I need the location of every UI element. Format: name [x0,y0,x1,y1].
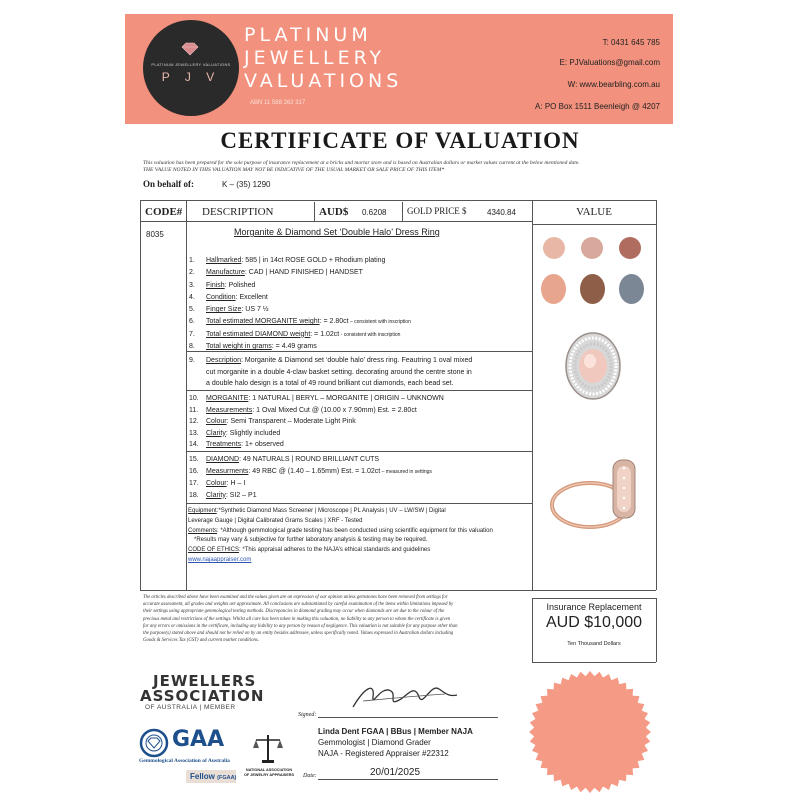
ja-subtitle: OF AUSTRALIA | MEMBER [145,704,236,711]
table-right-rule [656,200,657,590]
section-divider-3 [186,451,532,452]
value-header: VALUE [576,206,612,218]
section-divider-4 [186,503,532,504]
brand-line-3: VALUATIONS [244,70,403,92]
naja-label: NATIONAL ASSOCIATION OF JEWELRY APPRAISERS [243,768,295,777]
date-label: Date: [303,773,317,779]
spec-row: 7. Total estimated DIAMOND weight: = 1.02ct - consistent with inscription [189,330,401,338]
signer-name: Linda Dent FGAA | BBus | Member NAJA [318,727,473,736]
seal-sticker [528,670,652,794]
gemstone-swatch [619,274,644,304]
table-bottom-rule [140,590,656,591]
description-block: 9. Description: Morganite & Diamond set ‘double halo’ dress ring. Feautring 1 oval mixed cut morganite in a double 4-claw basket setting. decorating around the centre stone in a double halo design is a total of 49 round brilliant cut diamonds, each bead set. [189,357,473,387]
gemstone-swatch [541,274,566,304]
aud-rate: 0.6208 [362,208,387,217]
brand-line-1: PLATINUM [244,24,372,46]
item-title: Morganite & Diamond Set ‘Double Halo’ Dress Ring [234,227,440,237]
ring-side-view-photo [545,450,645,540]
spec-row: 5. Finger Size: US 7 ½ [189,306,269,314]
spec-row: 13. Clarity: Slightly included [189,429,281,437]
section-divider-2 [186,390,532,391]
date-line [318,779,498,780]
contact-address: A: PO Box 1511 Beenleigh @ 4207 [535,102,660,111]
spec-row: 12. Colour: Semi Transparent – Moderate Light Pink [189,418,356,425]
behalf-value: K – (35) 1290 [222,180,271,189]
spec-row: 17. Colour: H – I [189,480,246,487]
table-header-rule [140,221,532,222]
insurance-words: Ten Thousand Dollars [567,641,621,647]
table-top-rule [140,200,656,201]
spec-row: 15. DIAMOND: 49 NATURALS | ROUND BRILLIANT CUTS [189,456,380,463]
description-header: DESCRIPTION [202,206,274,218]
spec-row: 6. Total estimated MORGANITE weight: = 2.80ct – consistent with inscription [189,318,411,326]
brand-line-2: JEWELLERY [244,47,386,69]
intro-text: This valuation has been prepared for the sole purpose of insurance replacement at a bricks and mortar store and is based on Australian dollars or market values current at the below mentioned date. [143,160,580,166]
aud-divider [314,202,315,221]
spec-row: 4. Condition: Excellent [189,293,268,301]
logo-tagline: PLATINUM JEWELLERY VALUATIONS [151,62,231,67]
item-code: 8035 [146,230,164,239]
code-column-rule [186,200,187,590]
gemstone-swatch [543,237,565,259]
spec-row: 14. Treatments: 1+ observed [189,441,284,448]
gemstone-swatch [581,237,603,259]
insurance-right-rule [656,598,657,662]
spec-row: 8. Total weight in grams: = 4.49 grams [189,343,317,351]
spec-row: 2. Manufacture: CAD | HAND FINISHED | HANDSET [189,269,363,277]
diamond-block [189,454,432,501]
behalf-label: On behalf of: [143,179,195,189]
abn-number: ABN 11 588 262 317 [250,100,306,106]
naja-scales-icon [251,732,285,766]
gemstone-swatch [619,237,641,259]
spec-row: 11. Measurements: 1 Oval Mixed Cut @ (10.00 x 7.90mm) Est. = 2.80ct [189,406,417,414]
signer-registration: NAJA - Registered Appraiser #22312 [318,749,449,758]
gaa-subtitle: Gemmological Association of Australia [139,758,230,764]
certificate-date: 20/01/2025 [370,767,421,778]
aud-header: AUD$ [319,206,349,218]
insurance-label: Insurance Replacement [546,602,642,612]
ring-top-view-photo [558,330,628,402]
value-header-rule [532,224,656,225]
company-logo [143,20,239,116]
contact-web[interactable]: W: www.bearbling.com.au [567,80,660,89]
contact-email[interactable]: E: PJValuations@gmail.com [559,58,660,67]
gaa-logo-text: GAA [172,727,225,752]
spec-list [189,255,411,353]
gold-price-value: 4340.84 [487,208,516,217]
certificate-title: CERTIFICATE OF VALUATION [220,128,580,153]
ja-line-2: ASSOCIATION [140,687,265,705]
spec-row: 18. Clarity: SI2 – P1 [189,491,257,499]
table-left-rule [140,200,141,590]
code-header: CODE# [145,206,183,218]
morganite-block [189,393,444,451]
valuation-notes: The articles described above have been examined and the values given are an expression of our opinion unless gemstones have been removed from settings for accurate assessment, all grades and weights are approximate. All conclusions are substantiated by careful examination of the items within limitations imposed by their settings using appropriate gemmological testing methods. Discrepancies in diamond grading may occur when diamonds are set due to the colour of the precious metal and restrictions of the settings. Whilst all care has been taken in making this valuation, no liability to any person to whom the certificate is given for any errors or omissions in the certificate, including any liability to any person by reason of negligence. This valuation is not suitable for any purpose other than the purpose(s) stated above and should not be relied on by an entity besides addressee, unless specifically noted. Values expressed in Australian dollars including Goods & Services Tax (GST) and current market conditions. [143,595,458,644]
ja-line-1: JEWELLERS [153,672,257,690]
contact-phone: T: 0431 645 785 [602,38,660,47]
spec-row: 1. Hallmarked: 585 | in 14ct ROSE GOLD + Rhodium plating [189,257,386,264]
gold-divider [402,202,403,221]
gemstone-swatch [580,274,605,304]
spec-row: 10. MORGANITE: 1 NATURAL | BERYL – MORGANITE | ORIGIN – UNKNOWN [189,395,444,402]
spec-row: 16. Measurments: 49 RBC @ (1.40 – 1.65mm) Est. = 1.02ct – measured in settings [189,467,432,475]
intro-disclaimer: THE VALUE NOTED IN THIS VALUATION MAY NOT BE INDICATIVE OF THE USUAL MARKET OR SALE PRICE OF THIS ITEM* [143,167,445,173]
spec-row: 3. Finish: Polished [189,281,256,289]
diamond-icon [180,42,200,56]
signature-line [318,717,498,718]
value-column-left-rule [532,200,533,590]
insurance-value: AUD $10,000 [545,614,643,631]
signature [345,677,465,717]
logo-monogram: P J V [161,70,221,84]
fellow-label: Fellow (FGAA) [190,772,237,781]
insurance-top-rule [532,598,656,599]
equipment-block: Equipment:*Synthetic Diamond Mass Screener | Microscope | PL Analysis | UV – LW/SW | Digital Leverage Gauge | Digital Calibrated Grams Scales | XRF - Tested Comments: *Although gemmological grade testing has been conducted using scientific equipment for this valuation *Results may vary & subjective for further laboratory analysis & testing may be required. CODE OF ETHICS: *This appraisal adheres to the NAJA’s ethical standards and guidelines www.najaappraiser.com [188,507,493,566]
signer-role: Gemmologist | Diamond Grader [318,738,431,747]
insurance-bottom-rule [532,662,656,663]
signed-label: Signed: [298,712,317,718]
gaa-logo-icon [139,728,169,758]
gold-price-header: GOLD PRICE $ [407,206,467,216]
naja-link[interactable]: www.najaappraiser.com [188,556,252,563]
